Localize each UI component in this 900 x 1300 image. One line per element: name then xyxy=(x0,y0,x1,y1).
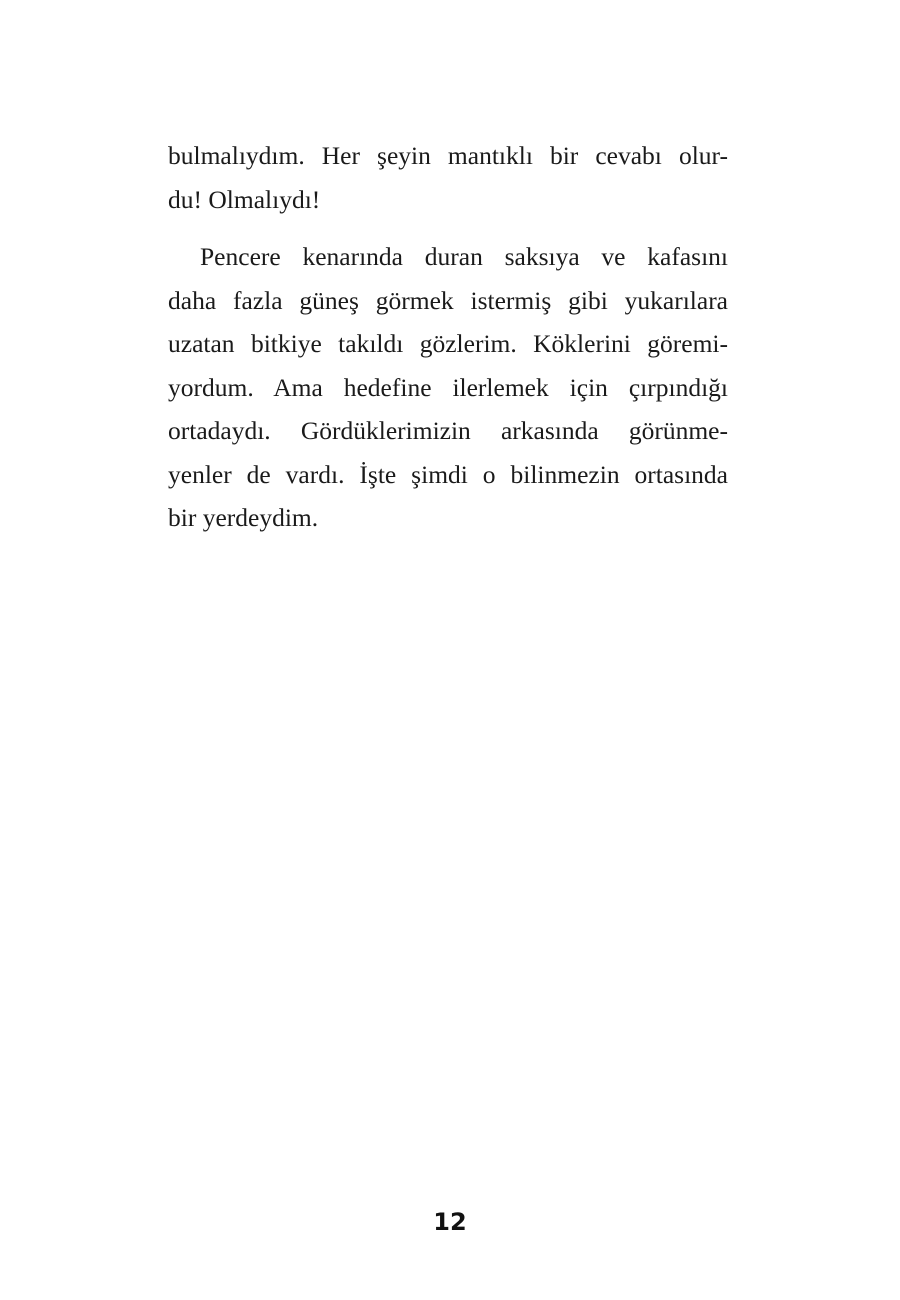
paragraph-2 xyxy=(168,235,728,540)
text-line: Pencere kenarında duran saksıya ve kafasını xyxy=(200,242,728,271)
text-line: bulmalıydım. Her şeyin mantıklı bir cevabı olur- xyxy=(168,141,728,170)
page-number: 12 xyxy=(433,1208,467,1236)
text-line: yordum. Ama hedefine ilerlemek için çırpındığı xyxy=(168,372,728,402)
text-line: yenler de vardı. İşte şimdi o bilinmezin ortasında xyxy=(168,459,728,489)
text-line: uzatan bitkiye takıldı gözlerim. Köklerini göremi- xyxy=(168,329,728,358)
body-text xyxy=(168,134,728,540)
text-line: du! Olmalıydı! xyxy=(168,184,321,214)
text-line: daha fazla güneş görmek istermiş gibi yukarılara xyxy=(168,285,728,315)
paragraph-spacer xyxy=(168,221,728,235)
text-line: bir yerdeydim. xyxy=(168,503,319,532)
text-line: ortadaydı. Gördüklerimizin arkasında görünme- xyxy=(168,416,728,445)
paragraph-1 xyxy=(168,134,728,221)
